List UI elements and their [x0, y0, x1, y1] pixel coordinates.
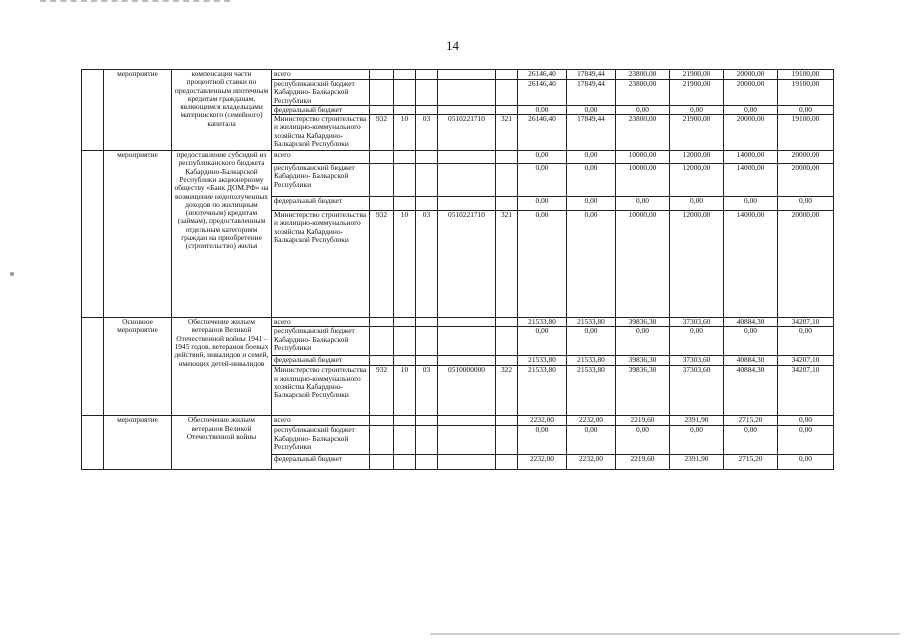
section-code-cell: 10	[394, 115, 416, 151]
expense-type-code-cell	[496, 70, 518, 80]
subsection-code-cell	[416, 164, 438, 197]
amount-cell: 21900,00	[670, 115, 724, 151]
subsection-code-cell: 03	[416, 366, 438, 416]
funding-source-cell: республиканский бюджет Кабардино- Балкарской Республики	[272, 327, 370, 356]
amount-cell: 12000,00	[670, 151, 724, 164]
amount-cell: 0,00	[567, 197, 616, 211]
amount-cell: 40884,30	[724, 356, 778, 366]
blank-cell	[82, 318, 104, 416]
amount-cell: 10000,00	[616, 151, 670, 164]
amount-cell: 0,00	[724, 327, 778, 356]
admin-code-cell	[370, 151, 394, 164]
amount-cell: 34207,10	[778, 318, 834, 327]
amount-cell: 40884,30	[724, 318, 778, 327]
target-item-code-cell: 0510221710	[438, 211, 496, 318]
subsection-code-cell	[416, 327, 438, 356]
amount-cell: 2391,90	[670, 416, 724, 426]
amount-cell: 21533,80	[518, 356, 567, 366]
amount-cell: 20000,00	[724, 115, 778, 151]
admin-code-cell: 932	[370, 366, 394, 416]
amount-cell: 37303,60	[670, 318, 724, 327]
scan-artifact-dot	[10, 272, 14, 276]
amount-cell: 12000,00	[670, 164, 724, 197]
amount-cell: 0,00	[518, 197, 567, 211]
amount-cell: 34207,10	[778, 366, 834, 416]
amount-cell: 10000,00	[616, 164, 670, 197]
amount-cell: 10000,00	[616, 211, 670, 318]
expense-type-code-cell: 321	[496, 211, 518, 318]
amount-cell: 0,00	[670, 426, 724, 455]
subsection-code-cell: 03	[416, 115, 438, 151]
admin-code-cell	[370, 416, 394, 426]
amount-cell: 21533,80	[567, 356, 616, 366]
subsection-code-cell	[416, 318, 438, 327]
amount-cell: 17849,44	[567, 70, 616, 80]
expense-type-code-cell	[496, 105, 518, 114]
table-row	[82, 416, 834, 426]
section-code-cell	[394, 426, 416, 455]
subsection-code-cell	[416, 356, 438, 366]
target-item-code-cell	[438, 197, 496, 211]
amount-cell: 0,00	[616, 105, 670, 114]
amount-cell: 0,00	[616, 426, 670, 455]
amount-cell: 0,00	[518, 105, 567, 114]
amount-cell: 0,00	[778, 455, 834, 470]
section-code-cell	[394, 151, 416, 164]
target-item-code-cell	[438, 416, 496, 426]
amount-cell: 2232,00	[518, 455, 567, 470]
amount-cell: 0,00	[616, 327, 670, 356]
funding-source-cell: республиканский бюджет Кабардино- Балкарской Республики	[272, 164, 370, 197]
funding-source-cell: республиканский бюджет Кабардино- Балкарской Республики	[272, 426, 370, 455]
amount-cell: 0,00	[724, 105, 778, 114]
scan-artifact-bottom	[430, 633, 900, 638]
subsection-code-cell: 03	[416, 211, 438, 318]
amount-cell: 0,00	[778, 416, 834, 426]
amount-cell: 20000,00	[778, 211, 834, 318]
amount-cell: 17849,44	[567, 115, 616, 151]
amount-cell: 2219,60	[616, 416, 670, 426]
target-item-code-cell	[438, 455, 496, 470]
subsection-code-cell	[416, 105, 438, 114]
status-cell: мероприятие	[104, 151, 172, 318]
funding-source-cell: всего	[272, 416, 370, 426]
section-code-cell	[394, 164, 416, 197]
funding-source-cell: Министерство строительства и жилищно-коммунального хозяйства Кабардино-Балкарской Республики	[272, 366, 370, 416]
amount-cell: 39836,30	[616, 318, 670, 327]
table-row	[82, 151, 834, 164]
expense-type-code-cell	[496, 455, 518, 470]
section-code-cell	[394, 105, 416, 114]
amount-cell: 21533,80	[567, 318, 616, 327]
admin-code-cell	[370, 70, 394, 80]
amount-cell: 40884,30	[724, 366, 778, 416]
activity-name-cell: компенсация части процентной ставки по предоставленным ипотечным кредитам гражданам, являющимся владельцами материнского (семейного) капитала	[172, 70, 272, 151]
section-code-cell	[394, 327, 416, 356]
amount-cell: 37303,60	[670, 356, 724, 366]
admin-code-cell	[370, 80, 394, 106]
subsection-code-cell	[416, 80, 438, 106]
amount-cell: 14000,00	[724, 151, 778, 164]
amount-cell: 0,00	[518, 426, 567, 455]
admin-code-cell	[370, 426, 394, 455]
admin-code-cell	[370, 197, 394, 211]
status-cell: Основное мероприятие	[104, 318, 172, 416]
amount-cell: 12000,00	[670, 211, 724, 318]
amount-cell: 20000,00	[724, 70, 778, 80]
section-code-cell	[394, 356, 416, 366]
amount-cell: 21533,80	[518, 366, 567, 416]
amount-cell: 2232,00	[567, 416, 616, 426]
amount-cell: 20000,00	[778, 164, 834, 197]
amount-cell: 0,00	[518, 327, 567, 356]
expense-type-code-cell	[496, 197, 518, 211]
expense-type-code-cell	[496, 318, 518, 327]
target-item-code-cell	[438, 318, 496, 327]
amount-cell: 17849,44	[567, 80, 616, 106]
target-item-code-cell	[438, 70, 496, 80]
amount-cell: 39836,30	[616, 366, 670, 416]
amount-cell: 14000,00	[724, 164, 778, 197]
section-code-cell: 10	[394, 211, 416, 318]
funding-source-cell: республиканский бюджет Кабардино- Балкарской Республики	[272, 80, 370, 106]
expense-type-code-cell	[496, 327, 518, 356]
subsection-code-cell	[416, 151, 438, 164]
funding-source-cell: федеральный бюджет	[272, 455, 370, 470]
funding-source-cell: всего	[272, 318, 370, 327]
amount-cell: 23800,00	[616, 80, 670, 106]
funding-source-cell: Министерство строительства и жилищно-коммунального хозяйства Кабардино-Балкарской Республики	[272, 211, 370, 318]
table-row	[82, 318, 834, 327]
expense-type-code-cell	[496, 151, 518, 164]
amount-cell: 0,00	[567, 426, 616, 455]
subsection-code-cell	[416, 426, 438, 455]
blank-cell	[82, 70, 104, 151]
scan-artifact-top	[40, 0, 230, 5]
table-row	[82, 70, 834, 80]
amount-cell: 21900,00	[670, 70, 724, 80]
admin-code-cell	[370, 164, 394, 197]
amount-cell: 0,00	[518, 211, 567, 318]
expense-type-code-cell	[496, 80, 518, 106]
target-item-code-cell	[438, 327, 496, 356]
target-item-code-cell: 0510000000	[438, 366, 496, 416]
amount-cell: 0,00	[724, 426, 778, 455]
admin-code-cell	[370, 356, 394, 366]
amount-cell: 37303,60	[670, 366, 724, 416]
amount-cell: 0,00	[724, 197, 778, 211]
target-item-code-cell	[438, 80, 496, 106]
funding-source-cell: федеральный бюджет	[272, 105, 370, 114]
admin-code-cell: 932	[370, 211, 394, 318]
expense-type-code-cell	[496, 356, 518, 366]
amount-cell: 0,00	[567, 327, 616, 356]
target-item-code-cell	[438, 105, 496, 114]
section-code-cell	[394, 416, 416, 426]
amount-cell: 0,00	[518, 151, 567, 164]
amount-cell: 2715,20	[724, 455, 778, 470]
target-item-code-cell	[438, 164, 496, 197]
amount-cell: 20000,00	[778, 151, 834, 164]
amount-cell: 0,00	[518, 164, 567, 197]
status-cell: мероприятие	[104, 70, 172, 151]
activity-name-cell: Обеспечение жильем ветеранов Великой Отечественной войны	[172, 416, 272, 470]
target-item-code-cell: 0510221710	[438, 115, 496, 151]
amount-cell: 0,00	[778, 327, 834, 356]
amount-cell: 0,00	[616, 197, 670, 211]
expense-type-code-cell: 321	[496, 115, 518, 151]
admin-code-cell	[370, 105, 394, 114]
amount-cell: 21533,80	[518, 318, 567, 327]
amount-cell: 0,00	[670, 105, 724, 114]
section-code-cell: 10	[394, 366, 416, 416]
amount-cell: 2219,60	[616, 455, 670, 470]
amount-cell: 14000,00	[724, 211, 778, 318]
section-code-cell	[394, 197, 416, 211]
funding-source-cell: федеральный бюджет	[272, 356, 370, 366]
funding-source-cell: федеральный бюджет	[272, 197, 370, 211]
subsection-code-cell	[416, 455, 438, 470]
amount-cell: 2715,20	[724, 416, 778, 426]
target-item-code-cell	[438, 356, 496, 366]
amount-cell: 26146,40	[518, 80, 567, 106]
section-code-cell	[394, 80, 416, 106]
expense-type-code-cell: 322	[496, 366, 518, 416]
section-code-cell	[394, 70, 416, 80]
amount-cell: 26146,40	[518, 115, 567, 151]
amount-cell: 2391,90	[670, 455, 724, 470]
amount-cell: 39836,30	[616, 356, 670, 366]
amount-cell: 0,00	[567, 164, 616, 197]
amount-cell: 19100,00	[778, 80, 834, 106]
page-number: 14	[446, 38, 459, 53]
target-item-code-cell	[438, 426, 496, 455]
admin-code-cell	[370, 318, 394, 327]
amount-cell: 23800,00	[616, 115, 670, 151]
amount-cell: 0,00	[778, 426, 834, 455]
section-code-cell	[394, 455, 416, 470]
amount-cell: 21900,00	[670, 80, 724, 106]
amount-cell: 2232,00	[567, 455, 616, 470]
subsection-code-cell	[416, 416, 438, 426]
amount-cell: 23800,00	[616, 70, 670, 80]
amount-cell: 26146,40	[518, 70, 567, 80]
admin-code-cell: 932	[370, 115, 394, 151]
status-cell: мероприятие	[104, 416, 172, 470]
amount-cell: 0,00	[567, 105, 616, 114]
expense-type-code-cell	[496, 164, 518, 197]
funding-source-cell: Министерство строительства и жилищно-коммунального хозяйства Кабардино-Балкарской Республики	[272, 115, 370, 151]
amount-cell: 0,00	[670, 197, 724, 211]
funding-source-cell: всего	[272, 70, 370, 80]
amount-cell: 34207,10	[778, 356, 834, 366]
funding-source-cell: всего	[272, 151, 370, 164]
amount-cell: 21533,80	[567, 366, 616, 416]
amount-cell: 0,00	[670, 327, 724, 356]
activity-name-cell: предоставление субсидий из республиканского бюджета Кабардино-Балкарской Республики акционерному обществу «Банк ДОМ.РФ» на возмещение недополученных доходов по жилищным (ипотечным) кредитам (займам), предоставленным отдельным категориям граждан на приобретение (строительство) жилья	[172, 151, 272, 318]
admin-code-cell	[370, 327, 394, 356]
subsection-code-cell	[416, 197, 438, 211]
admin-code-cell	[370, 455, 394, 470]
amount-cell: 19100,00	[778, 70, 834, 80]
expense-type-code-cell	[496, 426, 518, 455]
amount-cell: 19100,00	[778, 115, 834, 151]
target-item-code-cell	[438, 151, 496, 164]
subsection-code-cell	[416, 70, 438, 80]
blank-cell	[82, 416, 104, 470]
amount-cell: 0,00	[567, 151, 616, 164]
activity-name-cell: Обеспечение жильем ветеранов Великой Отечественной войны 1941 - 1945 годов, ветеранов боевых действий, инвалидов и семей, имеющих детей-инвалидов	[172, 318, 272, 416]
amount-cell: 0,00	[567, 211, 616, 318]
amount-cell: 2232,00	[518, 416, 567, 426]
amount-cell: 20000,00	[724, 80, 778, 106]
budget-table	[81, 69, 834, 470]
amount-cell: 0,00	[778, 105, 834, 114]
amount-cell: 0,00	[778, 197, 834, 211]
section-code-cell	[394, 318, 416, 327]
expense-type-code-cell	[496, 416, 518, 426]
blank-cell	[82, 151, 104, 318]
table-body	[82, 70, 834, 470]
